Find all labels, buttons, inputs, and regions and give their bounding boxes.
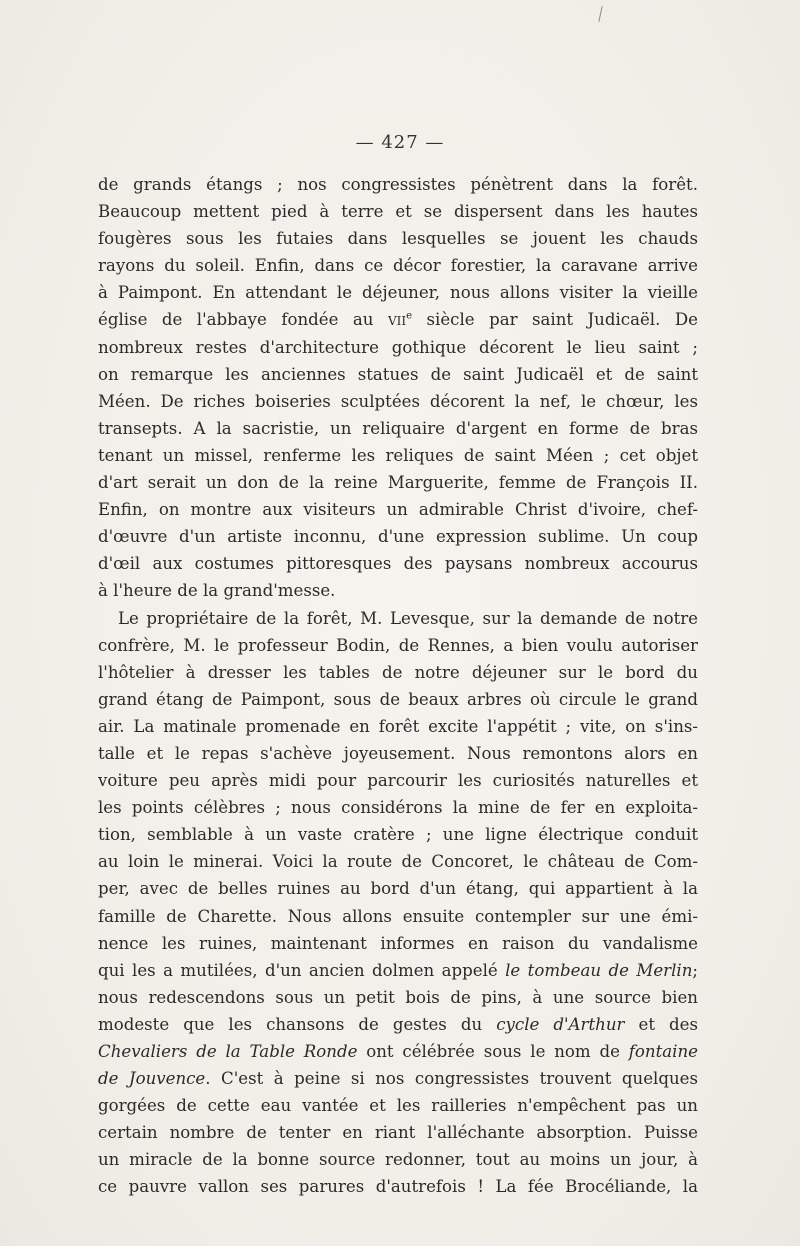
text-line: de Jouvence. C'est à peine si nos congressistes trouvent quelques <box>98 1069 698 1089</box>
text-line: transepts. A la sacristie, un reliquaire d'argent en forme de bras <box>98 418 698 438</box>
text-line: nence les ruines, maintenant informes en raison du vandalisme <box>98 933 698 953</box>
text-line: rayons du soleil. Enfin, dans ce décor forestier, la caravane arrive <box>98 256 698 276</box>
italic-title: cycle d'Arthur <box>496 1014 625 1034</box>
text-line: famille de Charette. Nous allons ensuite contempler sur une émi- <box>98 906 698 926</box>
text-line: Chevaliers de la Table Ronde ont célébrée sous le nom de fontaine <box>98 1042 698 1061</box>
text-line: nous redescendons sous un petit bois de pins, à une source bien <box>98 987 698 1007</box>
pencil-mark <box>598 6 602 22</box>
italic-title: le tombeau de Merlin <box>505 960 693 980</box>
text-line: Beaucoup mettent pied à terre et se dispersent dans les hautes <box>98 202 698 222</box>
text-line: d'œil aux costumes pittoresques des paysans nombreux accourus <box>98 554 698 574</box>
text-line: Méen. De riches boiseries sculptées décorent la nef, le chœur, les <box>98 391 698 411</box>
text-line: talle et le repas s'achève joyeusement. Nous remontons alors en <box>98 743 698 763</box>
text-line: certain nombre de tenter en riant l'alléchante absorption. Puisse <box>98 1123 698 1143</box>
italic-title: de Jouvence <box>98 1069 206 1089</box>
text-line: fougères sous les futaies dans lesquelles se jouent les chauds <box>98 229 698 249</box>
text-line: on remarque les anciennes statues de saint Judicaël et de saint <box>98 364 698 384</box>
text-line: Enfin, on montre aux visiteurs un admirable Christ d'ivoire, chef- <box>98 500 698 520</box>
text-line: les points célèbres ; nous considérons la mine de fer en exploita- <box>98 798 698 818</box>
text-line: gorgées de cette eau vantée et les railleries n'empêchent pas un <box>98 1096 698 1116</box>
text-line: confrère, M. le professeur Bodin, de Rennes, a bien voulu autoriser <box>98 635 698 655</box>
text-line: à Paimpont. En attendant le déjeuner, nous allons visiter la vieille <box>98 283 698 303</box>
text-line: église de l'abbaye fondée au vii$^e$ siècle par saint Judicaël. De <box>98 310 698 330</box>
text-line: nombreux restes d'architecture gothique décorent le lieu saint ; <box>98 337 698 357</box>
text-line: tion, semblable à un vaste cratère ; une ligne électrique conduit <box>98 825 698 845</box>
text-line: per, avec de belles ruines au bord d'un étang, qui appartient à la <box>98 879 698 899</box>
text-line: d'art serait un don de la reine Marguerite, femme de François II. <box>98 473 698 493</box>
text-line: voiture peu après midi pour parcourir les curiosités naturelles et <box>98 771 698 791</box>
text-line: un miracle de la bonne source redonner, tout au moins un jour, à <box>98 1150 698 1170</box>
text-line: de grands étangs ; nos congressistes pénètrent dans la forêt. <box>98 175 698 194</box>
page-number: — 427 — <box>355 132 445 153</box>
text-line: Le propriétaire de la forêt, M. Levesque, sur la demande de notre <box>118 608 698 628</box>
text-line: à l'heure de la grand'messe. <box>98 581 336 601</box>
text-line: air. La matinale promenade en forêt excite l'appétit ; vite, on s'ins- <box>98 716 698 736</box>
italic-title: Chevaliers de la Table Ronde <box>98 1042 358 1061</box>
text-line: modeste que les chansons de gestes du cycle d'Arthur et des <box>98 1014 698 1034</box>
text-line: qui les a mutilées, d'un ancien dolmen appelé le tombeau de Merlin; <box>98 960 698 980</box>
body-text <box>98 171 698 1201</box>
text-line: d'œuvre d'un artiste inconnu, d'une expression sublime. Un coup <box>98 527 698 547</box>
italic-title: fontaine <box>628 1042 698 1061</box>
text-line: l'hôtelier à dresser les tables de notre déjeuner sur le bord du <box>98 662 698 682</box>
text-line: grand étang de Paimpont, sous de beaux arbres où circule le grand <box>98 689 698 709</box>
text-line: tenant un missel, renferme les reliques de saint Méen ; cet objet <box>98 445 698 465</box>
text-line: au loin le minerai. Voici la route de Concoret, le château de Com- <box>98 852 698 872</box>
text-line: ce pauvre vallon ses parures d'autrefois ! La fée Brocéliande, la <box>98 1177 698 1197</box>
century: vii$^e$ <box>387 310 413 330</box>
